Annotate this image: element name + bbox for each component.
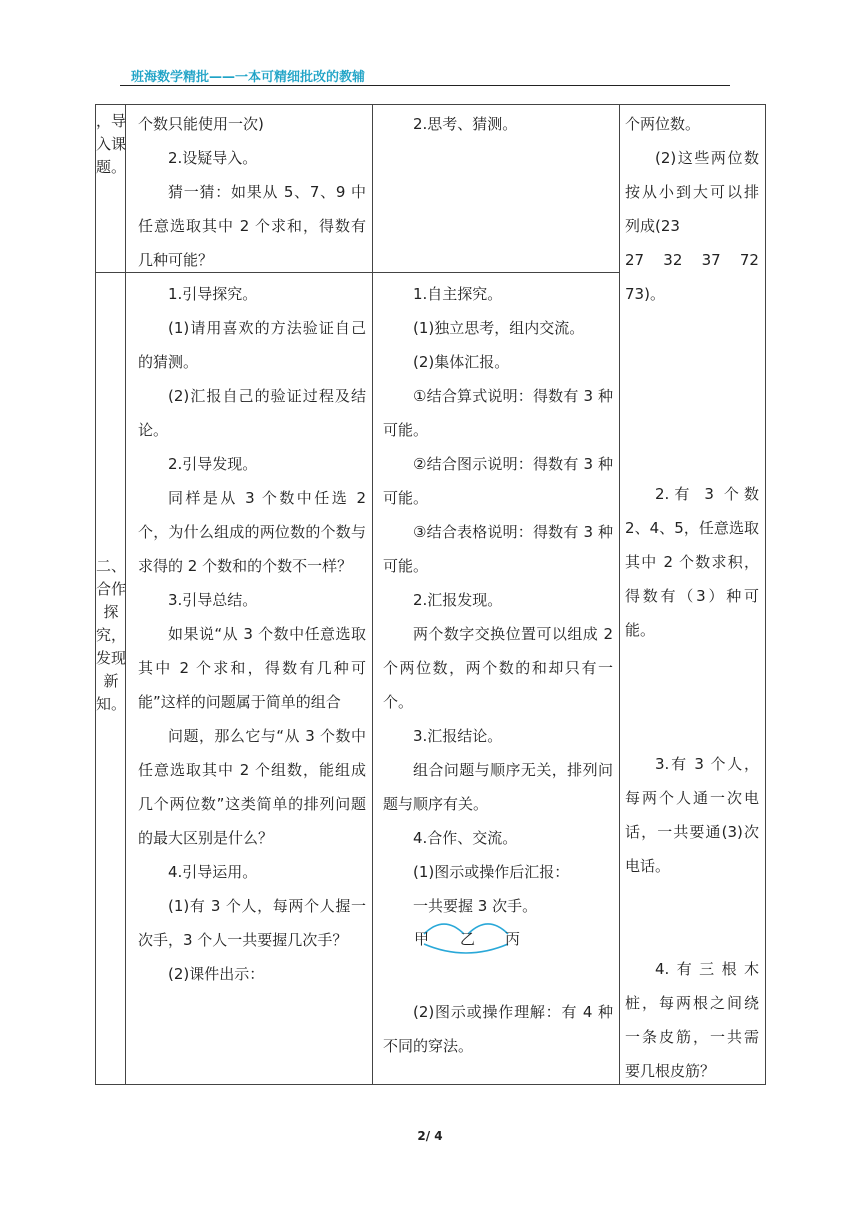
number: 27 <box>625 251 645 269</box>
arc-jia-yi <box>424 924 464 934</box>
text-line: (2)课件出示： <box>168 965 265 983</box>
text-line: 猜一猜：如果从 5、7、9 中任意选取其中 2 个求和，得数有几种可能？ <box>138 183 366 269</box>
text-line: ②结合图示说明：得数有 3 种可能。 <box>383 455 613 507</box>
text-line: ③结合表格说明：得数有 3 种可能。 <box>383 523 613 575</box>
text-line: 1.引导探究。 <box>168 285 258 303</box>
text-line: 问题，那么它与“从 3 个数中任意选取其中 2 个组数，能组成几个两位数”这类简单的排列问题的最大区别是什么？ <box>138 727 366 847</box>
person-jia-label: 甲 <box>414 930 430 948</box>
text-line: (2)汇报自己的验证过程及结论。 <box>138 387 366 439</box>
text-line: ①结合算式说明：得数有 3 种可能。 <box>383 387 613 439</box>
section-label-intro: ，导入课题。 <box>96 112 127 176</box>
page-number: 2/ 4 <box>417 1129 443 1143</box>
text-line: 3.有 3 个人，每两个人通一次电话，一共要通(3)次电话。 <box>625 755 759 875</box>
row2-student-cell <box>383 277 613 923</box>
text-line: 个数只能使用一次) <box>138 115 264 133</box>
text-line: (1)独立思考，组内交流。 <box>413 319 585 337</box>
person-yi-label: 乙 <box>460 930 476 948</box>
person-bing-label: 丙 <box>505 930 521 948</box>
text-line: 4.引导运用。 <box>168 863 258 881</box>
text-line: 组合问题与顺序无关，排列问题与顺序有关。 <box>383 761 613 813</box>
header-title: 班海数学精批——一本可精细批改的教辅 <box>131 70 366 85</box>
text-line: 个两位数。 <box>625 115 701 133</box>
row1-student-cell <box>383 107 613 141</box>
number: 72 <box>739 251 759 269</box>
text-line: 2.思考、猜测。 <box>413 115 518 133</box>
text-line: (1)请用喜欢的方法验证自己的猜测。 <box>138 319 366 371</box>
text-line: 一共要握 3 次手。 <box>413 897 538 915</box>
row1-teacher-cell <box>138 107 366 277</box>
text-line: (2)集体汇报。 <box>413 353 510 371</box>
text-line: (1)图示或操作后汇报： <box>413 863 570 881</box>
header-rule <box>120 85 730 86</box>
number: 32 <box>663 251 683 269</box>
text-line: 3.引导总结。 <box>168 591 258 609</box>
text-line: 4.合作、交流。 <box>413 829 518 847</box>
text-line: 2.有 3 个数 2、4、5，任意选取其中 2 个数求积，得数有（3）种可能。 <box>625 485 759 639</box>
text-line: 如果说“从 3 个数中任意选取其中 2 个求和，得数有几种可能”这样的问题属于简单的组合 <box>138 625 366 711</box>
text-line: 1.自主探究。 <box>413 285 503 303</box>
text-line: (2)图示或操作理解：有 4 种不同的穿法。 <box>383 1003 613 1055</box>
row2-student-cell-end <box>383 995 613 1063</box>
text-line: 3.汇报结论。 <box>413 727 503 745</box>
table-divider-3 <box>619 104 620 1084</box>
text-line: 4.有三根木桩，每两根之间绕一条皮筋，一共需要几根皮筋？ <box>625 960 759 1080</box>
number-row <box>625 243 759 277</box>
practice-block-1 <box>625 107 759 311</box>
number: 37 <box>701 251 721 269</box>
text-line: 2.汇报发现。 <box>413 591 503 609</box>
text-line: 两个数字交换位置可以组成 2 个两位数，两个数的和却只有一个。 <box>383 625 613 711</box>
practice-block-2 <box>625 477 759 647</box>
text-line: 73)。 <box>625 285 665 303</box>
row2-teacher-cell <box>138 277 366 991</box>
text-line: 2.设疑导入。 <box>168 149 258 167</box>
handshake-diagram <box>412 920 532 954</box>
table-border-top <box>95 104 766 105</box>
text-line: (2)这些两位数按从小到大可以排列成(23 <box>625 149 759 235</box>
text-line: 同样是从 3 个数中任选 2 个，为什么组成的两位数的个数与求得的 2 个数和的个数不一样？ <box>138 489 366 575</box>
section-label-explore: 二、合作探究，发现新知。 <box>96 557 127 713</box>
text-line: (1)有 3 个人，每两个人握一次手，3 个人一共要握几次手？ <box>138 897 366 949</box>
practice-block-4 <box>625 952 759 1088</box>
practice-block-3 <box>625 747 759 883</box>
table-divider-2 <box>372 104 373 1084</box>
table-border-right <box>765 104 766 1084</box>
text-line: 2.引导发现。 <box>168 455 258 473</box>
